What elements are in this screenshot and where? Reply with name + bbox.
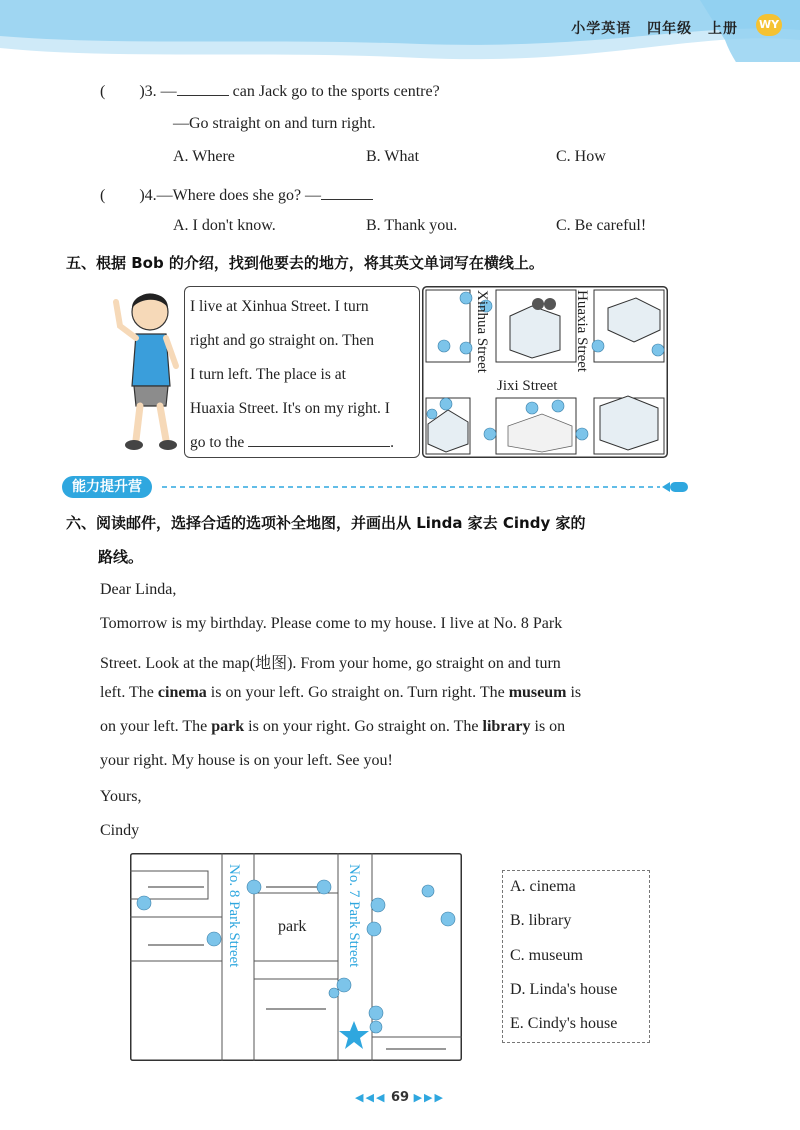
section5-map-drawing: [422, 286, 668, 458]
letter-line-2: Street. Look at the map(地图). From your home, go straight on and turn: [100, 655, 561, 672]
page-footer: [0, 1090, 800, 1105]
q3-answer-text: —Go straight on and turn right.: [173, 115, 376, 132]
bob-line-5: [190, 426, 422, 460]
footer-right-arrows: ▶▶▶: [413, 1091, 445, 1104]
q4-paren-open: (: [100, 187, 106, 204]
letter-greeting: Dear Linda,: [100, 581, 177, 598]
q3-option-a[interactable]: A. Where: [173, 148, 235, 165]
banner-dashed-line: [62, 477, 688, 497]
q4-number: 4.: [144, 187, 157, 204]
header-badge: WY: [756, 14, 782, 36]
bob-speech-text: [190, 290, 422, 460]
header-book-info: [571, 18, 738, 38]
keyword-library: library: [482, 718, 531, 735]
q4-question-line: [100, 184, 373, 205]
letter-signature: Cindy: [100, 822, 140, 839]
q3-option-c[interactable]: C. How: [556, 148, 606, 165]
letter-line-3a: left. The: [100, 684, 154, 701]
section6-map-drawing: [130, 853, 462, 1061]
q3-question: can Jack go to the sports centre?: [232, 83, 440, 100]
map6-no8-park-street: No. 8 Park Street: [226, 864, 242, 968]
map6-park-label: park: [278, 918, 307, 935]
q3-option-b[interactable]: B. What: [366, 148, 420, 165]
q4-option-b[interactable]: B. Thank you.: [366, 217, 458, 234]
letter-line-3c: is: [570, 684, 582, 701]
option-d[interactable]: D. Linda's house: [510, 981, 618, 998]
section6-title-line2: 路线。: [98, 548, 144, 566]
keyword-museum: museum: [508, 684, 567, 701]
keyword-park: park: [211, 718, 245, 735]
q3-paren-open: (: [100, 83, 106, 100]
section6-map: [130, 853, 462, 1061]
letter-line-1: Tomorrow is my birthday. Please come to my house. I live at No. 8 Park: [100, 615, 563, 632]
bob-line-5-end: .: [390, 434, 394, 451]
section6-title-line1: 六、阅读邮件，选择合适的选项补全地图，并画出从 Linda 家去 Cindy 家的: [66, 514, 586, 532]
letter-line-5: your right. My house is on your left. See you!: [100, 752, 393, 769]
section5-map: [422, 286, 668, 458]
letter-line-4b: is on your right. Go straight on. The: [248, 718, 479, 735]
footer-left-arrows: ◀◀◀: [355, 1091, 387, 1104]
letter-line-4a: on your left. The: [100, 718, 208, 735]
bob-line-1: I live at Xinhua Street. I turn: [190, 298, 369, 315]
q3-dash: —: [160, 83, 177, 100]
q4-option-c[interactable]: C. Be careful!: [556, 217, 647, 234]
bob-line-2: right and go straight on. Then: [190, 332, 374, 349]
q4-blank[interactable]: [321, 184, 373, 200]
banner-label: 能力提升营: [62, 476, 152, 498]
keyword-cinema: cinema: [157, 684, 207, 701]
q3-paren-close: ): [139, 83, 145, 100]
q3-question-line: [100, 80, 440, 101]
q3-blank[interactable]: [177, 80, 229, 96]
header-book: 小学英语: [571, 21, 632, 37]
bob-line-5-text: go to the: [190, 434, 245, 451]
bob-line-3: I turn left. The place is at: [190, 366, 346, 383]
letter-line-4: [100, 718, 565, 736]
map5-jixi-street: Jixi Street: [497, 378, 558, 394]
map5-xinhua-street: Xinhua Street: [474, 290, 490, 373]
letter-line-3: [100, 684, 581, 702]
header-volume: 上册: [708, 21, 738, 37]
q3-number: 3.: [144, 83, 157, 100]
option-e[interactable]: E. Cindy's house: [510, 1015, 618, 1032]
option-c[interactable]: C. museum: [510, 947, 583, 964]
letter-line-3b: is on your left. Go straight on. Turn right. The: [210, 684, 505, 701]
page-number: 69: [390, 1090, 410, 1105]
q4-question: —Where does she go? —: [156, 187, 322, 204]
header-grade: 四年级: [647, 21, 693, 37]
section5-title: 五、根据 Bob 的介绍，找到他要去的地方，将其英文单词写在横线上。: [66, 254, 544, 272]
bob-illustration: [112, 282, 188, 454]
bob-line-4: Huaxia Street. It's on my right. I: [190, 400, 390, 417]
map5-huaxia-street: Huaxia Street: [574, 290, 590, 373]
option-b[interactable]: B. library: [510, 912, 572, 929]
letter-closing: Yours,: [100, 788, 142, 805]
letter-line-4c: is on: [534, 718, 566, 735]
map6-no7-park-street: No. 7 Park Street: [346, 864, 362, 968]
q4-option-a[interactable]: A. I don't know.: [173, 217, 276, 234]
q4-paren-close: ): [139, 187, 145, 204]
option-a[interactable]: A. cinema: [510, 878, 576, 895]
section5-answer-blank[interactable]: [248, 433, 390, 447]
